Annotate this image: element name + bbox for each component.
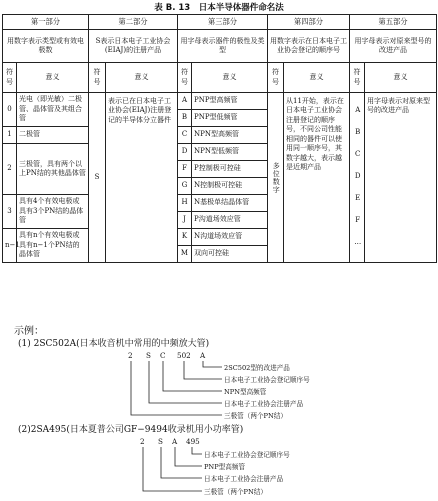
part2-meaning: 表示已在日本电子工业协会(EIAJ)注册登记的半导体分立器件 — [106, 93, 178, 263]
part2-code: S — [89, 93, 106, 263]
ex1-note-4: 日本电子工业协会注册产品 — [224, 400, 304, 408]
part3-code: H — [178, 195, 192, 212]
part5-code-text: A B C D E F … — [353, 106, 362, 249]
part1-meaning: 二极管 — [17, 127, 89, 144]
part3-code: A — [178, 93, 192, 110]
example-1-label: (1) 2SC502A(日本收音机中常用的中频放大管) — [18, 339, 210, 349]
part3-meaning: P沟道场效应管 — [192, 212, 268, 229]
col-label-code: 符号 — [3, 63, 17, 93]
ex1-leader-1 — [203, 361, 222, 367]
ex2-part-4: 495 — [186, 437, 200, 446]
col-label-meaning: 意义 — [284, 63, 350, 93]
part3-code: K — [178, 229, 192, 246]
col-label-meaning: 意义 — [17, 63, 89, 93]
col-label-code: 符号 — [350, 63, 365, 93]
header-part-3: 第三部分 — [178, 15, 268, 30]
col-label-code: 符号 — [89, 63, 106, 93]
part3-code: J — [178, 212, 192, 229]
header-part-2: 第二部分 — [89, 15, 178, 30]
ex1-part-4: 502 — [177, 351, 191, 360]
ex1-note-2: 日本电子工业协会登记顺序号 — [224, 376, 310, 384]
part3-code: B — [178, 110, 192, 127]
ex2-note-3: 日本电子工业协会注册产品 — [204, 475, 284, 483]
part3-meaning: NPN型低频管 — [192, 144, 268, 161]
header-part-4: 第四部分 — [268, 15, 350, 30]
ex1-leader-3 — [163, 361, 222, 391]
ex1-part-3: C — [160, 351, 166, 360]
header-part-5: 第五部分 — [350, 15, 437, 30]
ex2-leader-3 — [161, 447, 202, 478]
part1-meaning: 三极管，具有两个以上PN结的其他晶体管 — [17, 144, 89, 195]
part3-meaning: PNP型高频管 — [192, 93, 268, 110]
col-label-code: 符号 — [268, 63, 284, 93]
part4-code-text: 多位数字 — [272, 161, 281, 194]
part3-meaning: NPN型高频管 — [192, 127, 268, 144]
table-title: 表 B. 13 日本半导体器件命名法 — [154, 3, 284, 13]
part3-code: G — [178, 178, 192, 195]
subhead-part-5: 用字母表示对原来型号的改进产品 — [350, 30, 437, 63]
subhead-part-2: S表示日本电子工业协会(EIAJ)的注册产品 — [89, 30, 178, 63]
part4-meaning: 从11开始，表示在日本电子工业协会注册登记的顺序号，不同公司性能相同的器件可以使用同一顺序号，其数字越大，表示越是近期产品 — [284, 93, 350, 263]
part1-code: 0 — [3, 93, 17, 127]
ex1-note-1: 2SC502型的改进产品 — [224, 364, 290, 372]
part1-code: 3 — [3, 195, 17, 229]
subhead-part-3: 用字母表示器件的极性及类型 — [178, 30, 268, 63]
ex1-part-2: S — [146, 351, 151, 360]
part1-meaning: 光电（即光敏）二极管、晶体管及其组合管 — [17, 93, 89, 127]
part1-code: 2 — [3, 144, 17, 195]
ex2-note-2: PNP型高频管 — [204, 463, 246, 471]
col-label-meaning: 意义 — [192, 63, 268, 93]
part3-meaning: P控制极可控硅 — [192, 161, 268, 178]
part3-code: F — [178, 161, 192, 178]
ex2-part-2: S — [158, 437, 163, 446]
part1-code: n−1 — [3, 229, 17, 263]
col-label-meaning: 意义 — [106, 63, 178, 93]
subhead-part-1: 用数字表示类型或有效电极数 — [3, 30, 89, 63]
col-label-meaning: 意义 — [365, 63, 437, 93]
ex1-leader-5 — [131, 361, 222, 415]
ex2-part-3: A — [172, 437, 178, 446]
part3-code: C — [178, 127, 192, 144]
ex1-note-3: NPN型高频管 — [224, 388, 267, 396]
part5-meaning: 用字母表示对原来型号的改进产品 — [365, 93, 437, 263]
ex2-part-1: 2 — [140, 437, 145, 446]
part3-meaning: N基极单结晶体管 — [192, 195, 268, 212]
subhead-part-4: 用数字表示在日本电子工业协会登记的顺序号 — [268, 30, 350, 63]
part1-code: 1 — [3, 127, 17, 144]
ex1-part-1: 2 — [128, 351, 133, 360]
part3-meaning: PNP型低频管 — [192, 110, 268, 127]
ex2-note-4: 三极管（两个PN结） — [204, 488, 267, 496]
part3-meaning: 双向可控硅 — [192, 246, 268, 263]
part3-code: M — [178, 246, 192, 263]
part1-meaning: 具有n个有效电极或具有n−1个PN结的晶体管 — [17, 229, 89, 263]
ex1-note-5: 三极管（两个PN结） — [224, 412, 287, 420]
part3-meaning: N控制极可控硅 — [192, 178, 268, 195]
ex2-note-1: 日本电子工业协会登记顺序号 — [204, 451, 290, 459]
part1-meaning: 具有4个有效电极或具有3个PN结的晶体管 — [17, 195, 89, 229]
part3-meaning: N沟道场效应管 — [192, 229, 268, 246]
part3-code: D — [178, 144, 192, 161]
header-part-1: 第一部分 — [3, 15, 89, 30]
ex1-part-5: A — [200, 351, 206, 360]
col-label-code: 符号 — [178, 63, 192, 93]
ex2-leader-2 — [175, 447, 202, 466]
ex2-leader-1 — [192, 447, 202, 454]
example-2-label: (2)2SA495(日本夏普公司GF−9494收录机用小功率管) — [18, 425, 244, 435]
examples-heading: 示例： — [14, 326, 44, 337]
